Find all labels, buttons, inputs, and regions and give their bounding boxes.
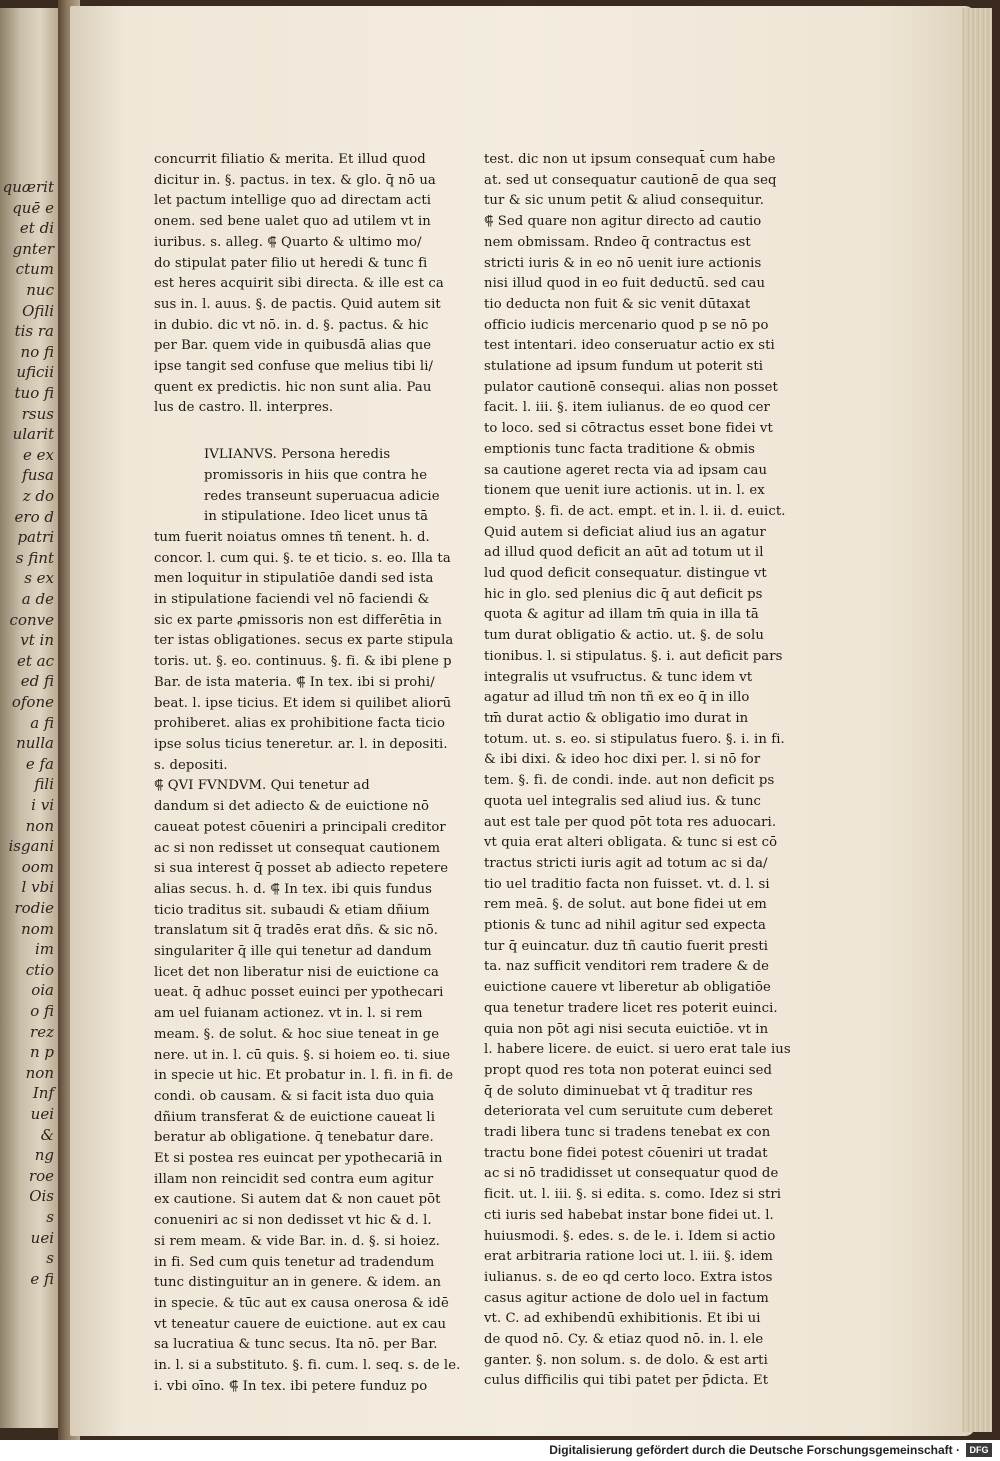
text-line: nere. ut in. l. cū quis. §. si hoiem eo. ti. siue	[154, 1047, 451, 1063]
text-line: licet det non liberatur nisi de euictione ca	[154, 964, 439, 980]
section-heading-qui-fundum: ⸿ QVI FVNDVM. Qui tenetur ad	[154, 778, 370, 794]
text-line: quent ex predictis. hic non sunt alia. Pau	[154, 379, 432, 395]
text-line: huiusmodi. §. edes. s. de le. i. Idem si actio	[484, 1228, 776, 1244]
left-page-fragment: rez	[30, 1022, 54, 1041]
text-line: empto. §. fi. de act. empt. et in. l. ii. d. euict.	[484, 503, 786, 519]
left-page-fragment: a de	[21, 590, 54, 608]
text-line: tur q̄ euincatur. duz tñ cautio fuerit presti	[484, 938, 769, 954]
text-line: vt teneatur cauere de euictione. aut ex cau	[154, 1316, 447, 1332]
text-line: at. sed ut consequatur cautionē de qua seq	[484, 172, 777, 188]
left-page-fragment: ularit	[12, 425, 54, 444]
text-line: iuribus. s. alleg. ⸿ Quarto & ultimo mo/	[154, 234, 422, 250]
text-line: beratur ab obligatione. q̄ tenebatur dare.	[154, 1130, 434, 1146]
left-page-fragment: roe	[28, 1166, 54, 1185]
text-line: quia non pōt agi nisi secuta euictiōe. vt in	[484, 1021, 769, 1037]
left-page-fragment: a fi	[30, 713, 54, 732]
left-page-fragment: ero d	[14, 507, 54, 526]
text-line: vt. C. ad exhibendū exhibitionis. Et ibi ui	[484, 1311, 761, 1327]
text-line: pulator cautionē consequi. alias non posset	[484, 379, 778, 395]
text-line: tem. §. fi. de condi. inde. aut non deficit ps	[484, 773, 775, 789]
left-text-column	[154, 150, 461, 1397]
left-page-fragment: tis ra	[14, 322, 54, 341]
left-page-fragment: o fi	[30, 1002, 54, 1020]
text-line: caueat potest cōueniri a principali creditor	[154, 819, 446, 835]
left-page-fragment: l vbi	[21, 878, 54, 897]
text-line: per Bar. quem vide in quibusdā alias que	[154, 338, 432, 354]
left-page-fragment: Ofili	[22, 301, 54, 320]
text-line: conueniri ac si non dedisset vt hic & d. l.	[154, 1213, 432, 1229]
text-line: beat. l. ipse ticius. Et idem si quilibet aliorū	[154, 695, 452, 711]
text-line: tum durat obligatio & actio. ut. §. de solu	[484, 628, 764, 644]
text-line: culus difficilis qui tibi patet per p̄dicta. Et	[484, 1373, 769, 1389]
text-line: do stipulat pater filio ut heredi & tunc fi	[154, 255, 428, 271]
text-line: Quid autem si deficiat aliud ius an agatur	[484, 524, 766, 540]
text-line: facit. l. iii. §. item iulianus. de eo quod cer	[484, 400, 770, 416]
text-line: emptionis tunc facta traditione & obmis	[484, 441, 755, 457]
left-page-fragment: nom	[21, 919, 54, 938]
text-line: tio deducta non fuit & sic venit dūtaxat	[484, 296, 751, 312]
left-page-fragment: s	[46, 1208, 54, 1226]
left-page-edge	[0, 8, 58, 1428]
text-line: ficit. ut. l. iii. §. si edita. s. como. Idez si stri	[484, 1187, 782, 1203]
text-line: let pactum intellige quo ad directam acti	[154, 193, 432, 209]
left-page-fragment: quē e	[12, 198, 54, 217]
text-line: l. habere licere. de euict. si uero erat tale ius	[484, 1042, 791, 1058]
text-line: test. dic non ut ipsum consequat̄ cum habe	[484, 152, 776, 167]
text-line: casus agitur actione de dolo uel in factum	[484, 1290, 769, 1306]
text-line: cti iuris sed habebat instar bone fidei ut. l.	[484, 1207, 774, 1223]
left-page-fragment: non	[25, 816, 54, 835]
left-page-fragment: nulla	[16, 734, 54, 753]
left-page-fragment: ng	[34, 1146, 54, 1165]
text-line: meam. §. de solut. & hoc siue teneat in ge	[154, 1026, 440, 1042]
text-line: in stipulatione. Ideo licet unus tā	[204, 509, 429, 525]
footer-credit: Digitalisierung gefördert durch die Deutsche Forschungsgemeinschaft ·	[549, 1443, 960, 1457]
text-line: toris. ut. §. eo. continuus. §. fi. & ibi plene p	[154, 654, 452, 670]
text-line: ter istas obligationes. secus ex parte stipula	[154, 633, 454, 649]
text-line: ptionis & tunc ad nihil agitur sed expecta	[484, 918, 766, 934]
text-line: prohiberet. alias ex prohibitione facta ticio	[154, 716, 446, 732]
text-line: stulatione ad ipsum fundum ut poterit sti	[484, 359, 764, 375]
text-line: tm̄ durat actio & obligatio imo durat in	[484, 710, 749, 726]
left-page-fragment: uei	[30, 1105, 54, 1123]
left-page-fragment: Inf	[32, 1084, 54, 1103]
left-page-fragment: im	[34, 940, 54, 959]
left-page-fragment: oia	[31, 981, 54, 1000]
text-line: in specie ut hic. Et probatur in. l. fi. in fi. de	[154, 1068, 454, 1084]
text-line: euictione cauere vt liberetur ab obligatiōe	[484, 980, 771, 996]
text-line: dandum si det adiecto & de euictione nō	[154, 799, 430, 815]
left-page-fragment: et ac	[16, 651, 54, 670]
text-line: sic ex parte ꝓmissoris non est differētia in	[154, 612, 442, 628]
text-line: ex cautione. Si autem dat & non cauet pōt	[154, 1192, 441, 1208]
text-line: am uel fuianam actionez. vt in. l. si rem	[154, 1006, 423, 1022]
left-page-fragment: e fi	[30, 1269, 54, 1288]
text-line: concurrit filiatio & merita. Et illud quod	[154, 152, 426, 167]
text-line: to loco. sed si cōtractus esset bone fidei vt	[484, 421, 773, 437]
left-page-fragment: ctum	[15, 260, 54, 279]
text-line: hic in glo. sed plenius dic q̄ aut deficit ps	[484, 586, 763, 602]
text-line: sa cautione ageret recta via ad ipsam cau	[484, 462, 768, 478]
text-line: agatur ad illud tm̄ non tñ ex eo q̄ in illo	[484, 690, 750, 706]
text-line: ganter. §. non solum. s. de dolo. & est arti	[484, 1352, 768, 1368]
left-page-fragment: z do	[22, 487, 54, 505]
text-line: qua tenetur tradere licet res poterit euinci.	[484, 1000, 778, 1016]
text-line: ac si nō tradidisset ut consequatur quod de	[484, 1166, 779, 1182]
text-line: sa lucratiua & tunc secus. Ita nō. per Bar.	[154, 1337, 438, 1353]
left-page-fragment: rodie	[14, 899, 54, 917]
left-page-fragment: rsus	[21, 404, 54, 423]
left-page-fragment: isgani	[8, 837, 54, 856]
text-line: totum. ut. s. eo. si stipulatus fuero. §. i. in fi.	[484, 731, 785, 747]
text-line: nisi illud quod in eo fuit deductū. sed cau	[484, 276, 766, 292]
text-line: in fi. Sed cum quis tenetur ad tradendum	[154, 1254, 435, 1270]
text-line: erat arbitraria ratione loci ut. l. iii. §. idem	[484, 1249, 773, 1265]
page-edges	[962, 8, 992, 1432]
left-page-fragment: gnter	[12, 239, 54, 258]
left-page-fragment: s ex	[24, 569, 54, 588]
text-line: ipse solus ticius teneretur. ar. l. in depositi.	[154, 736, 448, 752]
text-line: in stipulatione faciendi vel nō faciendi &	[154, 592, 430, 608]
text-line: tionem que uenit iure actionis. ut in. l. ex	[484, 483, 765, 499]
text-line: integralis ut vsufructus. & tunc idem vt	[484, 669, 753, 685]
left-page-fragment: uei	[30, 1228, 54, 1247]
text-line: i. vbi oīno. ⸿ In tex. ibi petere funduz po	[154, 1378, 428, 1394]
text-line: Et si postea res euincat per ypothecariā in	[154, 1151, 443, 1167]
text-line: ad illud quod deficit an aūt ad totum ut il	[484, 545, 764, 561]
left-page-fragment: oom	[21, 857, 54, 876]
left-page-fragment: tuo fi	[14, 384, 54, 402]
text-line: onem. sed bene ualet quo ad utilem vt in	[154, 214, 431, 230]
footer-bar	[0, 1440, 1000, 1461]
right-text-column	[484, 150, 791, 1392]
left-page-fragment: i vi	[31, 796, 54, 814]
text-line: Bar. de ista materia. ⸿ In tex. ibi si prohi/	[154, 674, 435, 690]
text-line: test intentari. ideo conseruatur actio ex sti	[484, 338, 775, 354]
left-page-fragment: Ois	[29, 1187, 54, 1206]
text-line: tio uel traditio facta non fuisset. vt. d. l. si	[484, 876, 770, 892]
text-line: ticio traditus sit. subaudi & etiam dñium	[154, 902, 430, 918]
text-line: iulianus. s. de eo qd certo loco. Extra istos	[484, 1269, 773, 1285]
left-page-fragment: et di	[19, 219, 54, 238]
left-page-fragment: quærit	[2, 178, 54, 196]
text-line: tur & sic unum petit & aliud consequitur.	[484, 193, 765, 209]
text-line: translatum sit q̄ tradēs erat dñs. & sic nō.	[154, 923, 439, 939]
text-line: q̄ de soluto diminuebat vt q̄ traditur res	[484, 1083, 753, 1099]
text-line: redes transeunt superuacua adicie	[204, 488, 440, 504]
left-page-fragment: no fi	[20, 342, 54, 361]
text-line: dicitur in. §. pactus. in tex. & glo. q̄ nō ua	[154, 172, 436, 188]
text-line: rem meā. §. de solut. aut bone fidei ut em	[484, 897, 767, 913]
text-line: ta. naz sufficit venditori rem tradere & de	[484, 959, 770, 975]
left-page-fragment: vt in	[20, 631, 54, 650]
text-line: & ibi dixi. & ideo hoc dixi per. l. si nō for	[484, 752, 761, 768]
text-line: deteriorata vel cum seruitute cum deberet	[484, 1104, 773, 1120]
text-line: officio iudicis mercenario quod p se nō po	[484, 317, 769, 333]
text-line: promissoris in hiis que contra he	[204, 467, 428, 483]
text-line: lus de castro. ll. interpres.	[154, 400, 334, 416]
section-heading-iulianus: IVLIANVS. Persona heredis	[204, 447, 391, 463]
text-line: nem obmissam. Rndeo q̄ contractus est	[484, 234, 751, 250]
dfg-logo: DFG	[966, 1443, 992, 1457]
text-line: lud quod deficit consequatur. distingue vt	[484, 566, 767, 582]
text-line: tionibus. l. si stipulatus. §. i. aut deficit pars	[484, 648, 783, 664]
text-line: tunc distinguitur an in genere. & idem. an	[154, 1275, 442, 1291]
text-line: alias secus. h. d. ⸿ In tex. ibi quis fundus	[154, 881, 432, 897]
text-line: dñium transferat & de euictione caueat li	[154, 1109, 436, 1125]
text-line: tractus stricti iuris agit ad totum ac si da/	[484, 855, 768, 871]
text-line: stricti iuris & in eo nō uenit iure actionis	[484, 255, 762, 271]
text-line: in. l. si a substituto. §. fi. cum. l. seq. s. de le.	[154, 1358, 461, 1374]
left-page-fragment: uficii	[16, 363, 54, 382]
text-line: est heres acquirit sibi directa. & ille est ca	[154, 276, 444, 292]
text-line: ⸿ Sed quare non agitur directo ad cautio	[484, 214, 762, 230]
left-page-fragment: e ex	[23, 445, 54, 464]
text-line: vt quia erat alteri obligata. & tunc si est cō	[484, 835, 778, 851]
text-line: condi. ob causam. & si facit ista duo quia	[154, 1088, 435, 1104]
text-line: tum fuerit noiatus omnes tñ tenent. h. d.	[154, 529, 430, 545]
text-line: de quod nō. Cy. & etiaz quod nō. in. l. ele	[484, 1332, 764, 1348]
text-line: sus in. l. auus. §. de pactis. Quid autem sit	[154, 296, 441, 312]
left-page-fragment: ofone	[11, 693, 54, 711]
text-line: quota & agitur ad illam tm̄ quia in illa tā	[484, 607, 759, 623]
left-page-fragment: e fa	[25, 754, 54, 773]
text-line: tradi libera tunc si tradens tenebat ex con	[484, 1125, 771, 1141]
text-line: si sua interest q̄ posset ab adiecto repetere	[154, 861, 449, 877]
text-line: ueat. q̄ adhuc posset euinci per ypothecari	[154, 985, 444, 1001]
left-page-fragment: s fint	[15, 548, 54, 567]
left-page-fragment: conve	[9, 610, 54, 629]
left-page-fragment: &	[40, 1125, 54, 1144]
left-page-fragment: s	[46, 1249, 54, 1268]
text-line: ac si non redisset ut consequat cautionem	[154, 840, 441, 856]
left-page-fragment: ctio	[25, 960, 54, 979]
text-line: ipse tangit sed confuse que melius tibi li/	[154, 359, 434, 375]
left-page-fragment: non	[25, 1063, 54, 1082]
left-page-fragment: fusa	[22, 466, 54, 485]
left-page-fragment: ed fi	[20, 672, 54, 691]
left-page-fragment: patri	[17, 528, 54, 547]
left-page-fragment: fili	[34, 775, 54, 794]
text-line: si rem meam. & vide Bar. in. d. §. si hoiez.	[154, 1233, 440, 1249]
text-line: s. depositi.	[154, 757, 228, 773]
text-line: singulariter q̄ ille qui tenetur ad dandum	[154, 944, 432, 960]
text-line: in specie. & tūc aut ex causa onerosa & idē	[154, 1295, 449, 1311]
text-line: concor. l. cum qui. §. te et ticio. s. eo. Illa ta	[154, 550, 451, 566]
text-line: men loquitur in stipulatiōe dandi sed ista	[154, 571, 434, 587]
text-line: illam non reincidit sed contra eum agitur	[154, 1171, 434, 1187]
text-line: propt quod res tota non poterat euinci sed	[484, 1062, 773, 1078]
text-line: in dubio. dic vt nō. in. d. §. pactus. & hic	[154, 317, 429, 333]
left-page-fragment: nuc	[26, 281, 54, 299]
text-line: quota uel integralis sed aliud ius. & tunc	[484, 793, 762, 809]
text-line: aut est tale per quod pōt tota res aduocari.	[484, 814, 777, 830]
text-line: tractu bone fidei potest cōueniri ut tradat	[484, 1145, 768, 1161]
left-page-fragment: n p	[29, 1043, 54, 1062]
